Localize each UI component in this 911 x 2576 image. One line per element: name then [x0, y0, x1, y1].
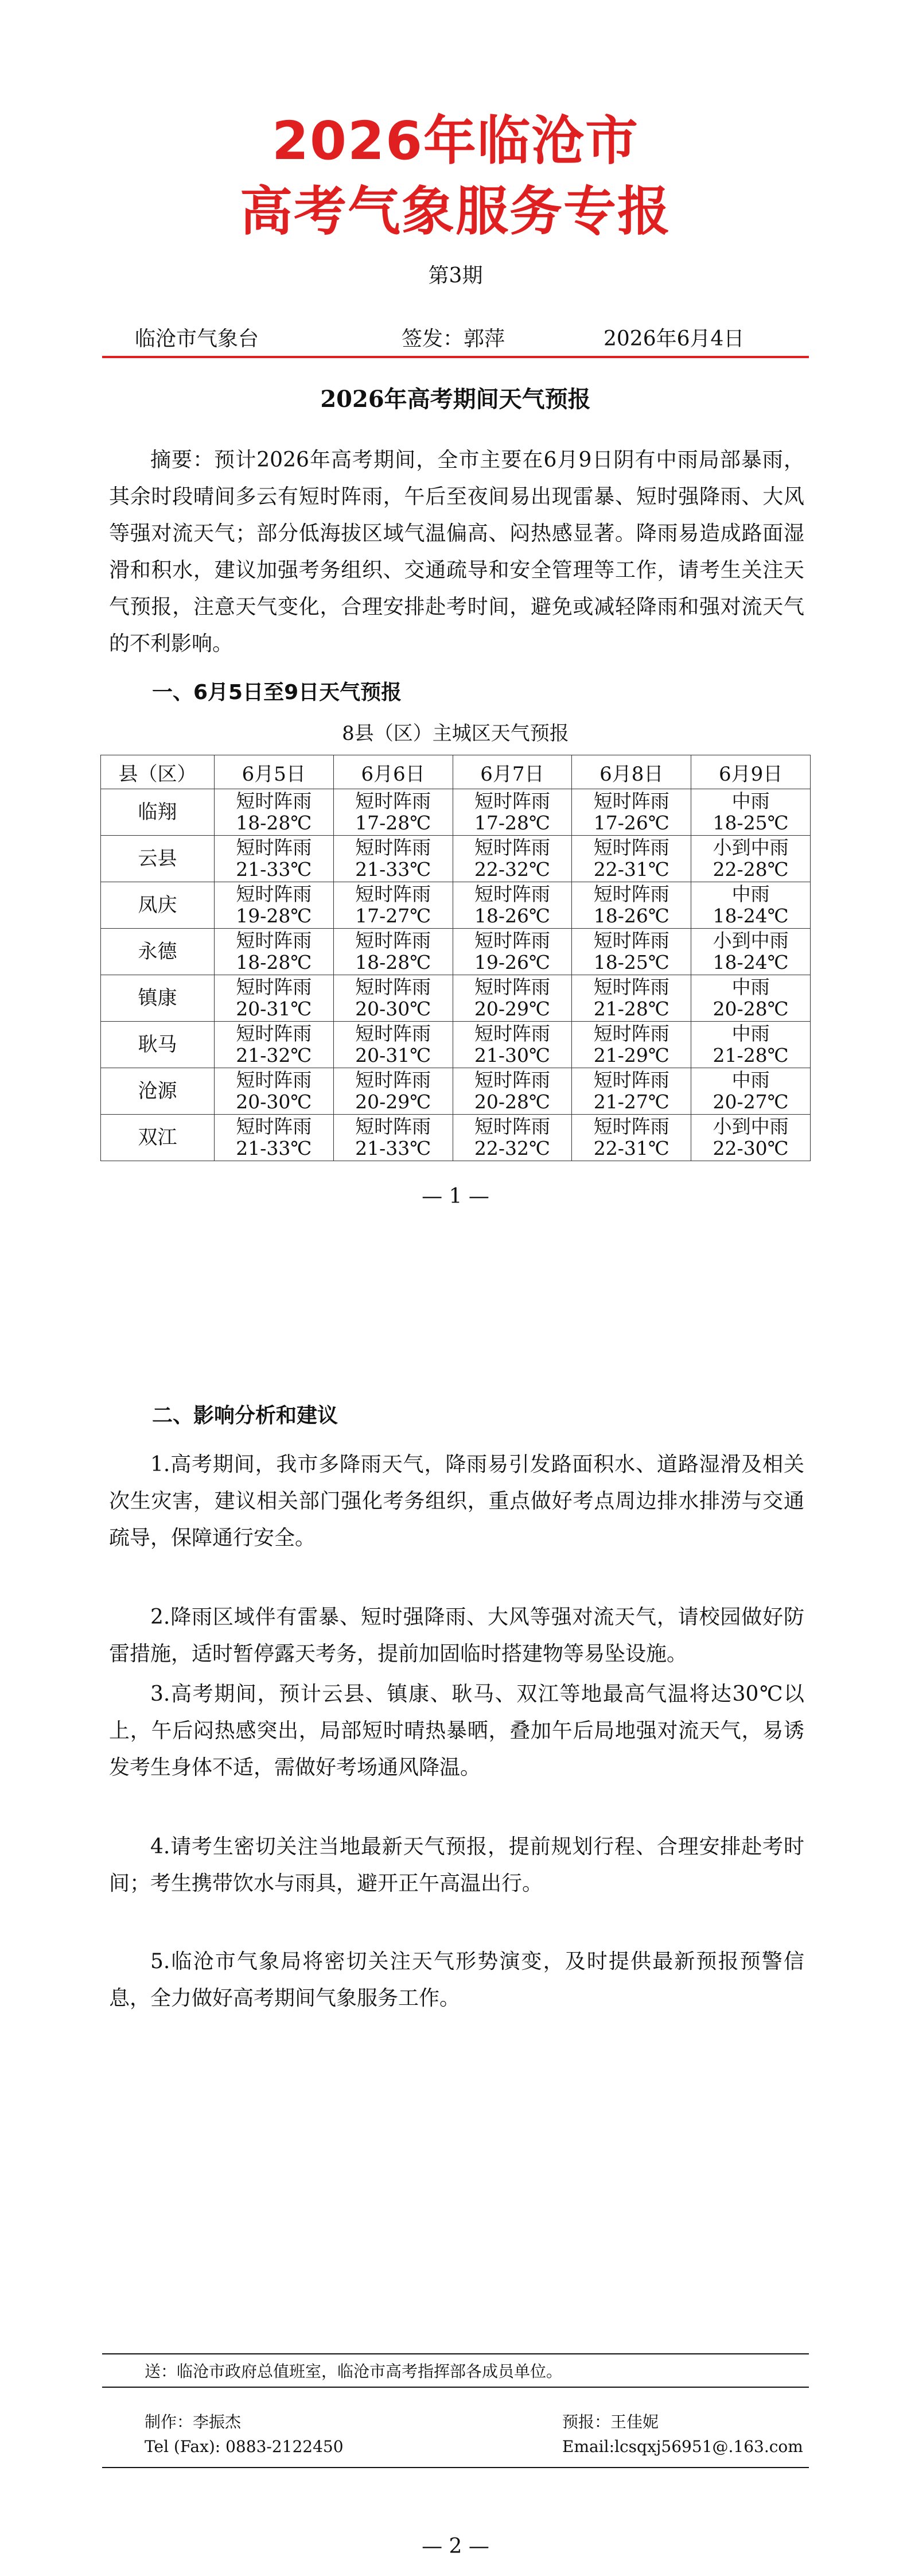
- county-cell: 耿马: [101, 1022, 215, 1068]
- temperature-range: 21-33℃: [236, 1137, 312, 1159]
- county-cell: 临翔: [101, 789, 215, 836]
- temperature-range: 22-32℃: [474, 1137, 550, 1159]
- temperature-range: 18-28℃: [355, 951, 431, 973]
- advice-item: 5.临沧市气象局将密切关注天气形势演变，及时提供最新预报预警信息，全力做好高考期间气象服务工作。: [109, 1950, 804, 2010]
- maker-credit: 制作：李振杰: [145, 2412, 242, 2431]
- issue-number: 第3期: [428, 264, 483, 288]
- weather-condition: 短时阵雨: [593, 790, 669, 812]
- temperature-range: 20-31℃: [236, 998, 312, 1020]
- temperature-range: 18-25℃: [593, 951, 669, 973]
- page-number: — 1 —: [422, 1185, 489, 1208]
- temperature-range: 22-32℃: [474, 858, 550, 880]
- forecast-cell: [214, 1022, 333, 1068]
- advice-item: 2.降雨区域伴有雷暴、短时强降雨、大风等强对流天气，请校园做好防雷措施，适时暂停露天考务，提前加固临时搭建物等易坠设施。: [109, 1605, 804, 1666]
- temperature-range: 19-26℃: [474, 951, 550, 973]
- temperature-range: 20-28℃: [474, 1091, 550, 1113]
- forecast-cell: [572, 789, 691, 836]
- red-separator-line: [102, 356, 809, 358]
- forecast-cell: [572, 929, 691, 975]
- forecast-cell: [214, 882, 333, 929]
- issuing-organization: 临沧市气象台: [135, 327, 259, 351]
- forecast-cell: [572, 836, 691, 882]
- temperature-range: 21-29℃: [593, 1044, 669, 1066]
- weather-condition: 短时阵雨: [474, 976, 550, 998]
- temperature-range: 22-30℃: [713, 1137, 789, 1159]
- weather-condition: 短时阵雨: [355, 790, 431, 812]
- weather-condition: 短时阵雨: [593, 1115, 669, 1138]
- table-row: [101, 789, 811, 836]
- weather-condition: 中雨: [731, 1069, 770, 1091]
- contact-email: Email:lcsqxj56951@.163.com: [562, 2437, 803, 2456]
- forecast-cell: [691, 975, 811, 1022]
- weather-condition: 短时阵雨: [355, 929, 431, 952]
- forecast-cell: [453, 1115, 572, 1161]
- temperature-range: 18-24℃: [713, 905, 789, 927]
- forecast-cell: [691, 1068, 811, 1115]
- forecast-cell: [333, 789, 453, 836]
- forecast-cell: [691, 1115, 811, 1161]
- table-row: [101, 929, 811, 975]
- weather-condition: 短时阵雨: [593, 1022, 669, 1045]
- forecast-cell: [572, 882, 691, 929]
- weather-condition: 短时阵雨: [355, 883, 431, 905]
- weather-forecast-table: [100, 755, 811, 1161]
- weather-condition: 短时阵雨: [474, 1069, 550, 1091]
- weather-condition: 短时阵雨: [355, 1022, 431, 1045]
- table-caption: 8县（区）主城区天气预报: [342, 722, 569, 745]
- temperature-range: 21-32℃: [236, 1044, 312, 1066]
- table-row: [101, 836, 811, 882]
- temperature-range: 20-28℃: [713, 998, 789, 1020]
- temperature-range: 21-33℃: [236, 858, 312, 880]
- footer-divider: [102, 2387, 809, 2388]
- footer-divider: [102, 2467, 809, 2468]
- temperature-range: 18-25℃: [713, 812, 789, 834]
- advice-item: 1.高考期间，我市多降雨天气，降雨易引发路面积水、道路湿滑及相关次生灾害，建议相关部门强化考务组织，重点做好考点周边排水排涝与交通疏导，保障通行安全。: [109, 1453, 804, 1550]
- temperature-range: 20-30℃: [236, 1091, 312, 1113]
- weather-condition: 短时阵雨: [355, 836, 431, 859]
- weather-condition: 小到中雨: [713, 929, 789, 952]
- temperature-range: 17-28℃: [474, 812, 550, 834]
- forecast-cell: [691, 929, 811, 975]
- weather-condition: 短时阵雨: [236, 1069, 312, 1091]
- issue-date: 2026年6月4日: [604, 327, 745, 351]
- county-cell: 永德: [101, 929, 215, 975]
- forecast-cell: [333, 1068, 453, 1115]
- weather-condition: 短时阵雨: [474, 929, 550, 952]
- masthead-title-line2: 高考气象服务专报: [239, 181, 671, 242]
- weather-condition: 短时阵雨: [355, 1115, 431, 1138]
- forecast-cell: [214, 1115, 333, 1161]
- weather-condition: 短时阵雨: [236, 790, 312, 812]
- forecast-cell: [453, 1022, 572, 1068]
- temperature-range: 18-28℃: [236, 951, 312, 973]
- advice-item: 4.请考生密切关注当地最新天气预报，提前规划行程、合理安排赴考时间；考生携带饮水与雨具，避开正午高温出行。: [109, 1835, 804, 1895]
- forecast-cell: [333, 882, 453, 929]
- forecast-cell: [572, 1115, 691, 1161]
- county-cell: 镇康: [101, 975, 215, 1022]
- forecaster-credit: 预报：王佳妮: [562, 2412, 659, 2431]
- temperature-range: 22-31℃: [593, 1137, 669, 1159]
- temperature-range: 21-33℃: [355, 858, 431, 880]
- temperature-range: 20-30℃: [355, 998, 431, 1020]
- section-heading-analysis: 二、影响分析和建议: [152, 1404, 338, 1427]
- forecast-cell: [214, 1068, 333, 1115]
- weather-condition: 小到中雨: [713, 1115, 789, 1138]
- weather-condition: 短时阵雨: [474, 1115, 550, 1138]
- forecast-cell: [453, 882, 572, 929]
- column-header: 6月9日: [691, 755, 811, 789]
- temperature-range: 22-31℃: [593, 858, 669, 880]
- temperature-range: 22-28℃: [713, 858, 789, 880]
- weather-condition: 中雨: [731, 976, 770, 998]
- signatory: 签发：郭萍: [402, 327, 505, 351]
- weather-condition: 短时阵雨: [474, 790, 550, 812]
- table-row: [101, 1068, 811, 1115]
- weather-condition: 短时阵雨: [355, 1069, 431, 1091]
- footer-divider: [102, 2353, 809, 2354]
- summary-paragraph: 摘要：预计2026年高考期间，全市主要在6月9日阴有中雨局部暴雨，其余时段晴间多云有短时阵雨，午后至夜间易出现雷暴、短时强降雨、大风等强对流天气；部分低海拔区域气温偏高、闷热感显著。降雨易造成路面湿滑和积水，建议加强考务组织、交通疏导和安全管理等工作，请考生关注天气预报，注意天气变化，合理安排赴考时间，避免或减轻降雨和强对流天气的不利影响。: [109, 448, 804, 655]
- forecast-cell: [333, 1022, 453, 1068]
- forecast-cell: [453, 1068, 572, 1115]
- advice-item: 3.高考期间，预计云县、镇康、耿马、双江等地最高气温将达30℃以上，午后闷热感突出，局部短时晴热暴晒，叠加午后局地强对流天气，易诱发考生身体不适，需做好考场通风降温。: [109, 1682, 804, 1779]
- section-heading-forecast: 一、6月5日至9日天气预报: [152, 681, 402, 704]
- county-cell: 沧源: [101, 1068, 215, 1115]
- weather-condition: 短时阵雨: [593, 883, 669, 905]
- weather-condition: 短时阵雨: [474, 1022, 550, 1045]
- temperature-range: 18-26℃: [593, 905, 669, 927]
- weather-condition: 中雨: [731, 883, 770, 905]
- forecast-cell: [453, 929, 572, 975]
- weather-condition: 短时阵雨: [355, 976, 431, 998]
- weather-condition: 小到中雨: [713, 836, 789, 859]
- distribution-list: 送：临沧市政府总值班室，临沧市高考指挥部各成员单位。: [145, 2362, 563, 2381]
- temperature-range: 20-27℃: [713, 1091, 789, 1113]
- temperature-range: 21-33℃: [355, 1137, 431, 1159]
- temperature-range: 20-29℃: [355, 1091, 431, 1113]
- forecast-cell: [691, 836, 811, 882]
- column-header: 6月7日: [453, 755, 572, 789]
- weather-condition: 短时阵雨: [474, 883, 550, 905]
- forecast-cell: [214, 836, 333, 882]
- weather-condition: 中雨: [731, 1022, 770, 1045]
- forecast-cell: [572, 1068, 691, 1115]
- forecast-cell: [572, 1022, 691, 1068]
- forecast-cell: [333, 1115, 453, 1161]
- temperature-range: 18-28℃: [236, 812, 312, 834]
- forecast-cell: [572, 975, 691, 1022]
- weather-condition: 短时阵雨: [474, 836, 550, 859]
- county-cell: 云县: [101, 836, 215, 882]
- temperature-range: 18-24℃: [713, 951, 789, 973]
- weather-condition: 中雨: [731, 790, 770, 812]
- table-row: [101, 882, 811, 929]
- forecast-cell: [453, 836, 572, 882]
- forecast-cell: [333, 836, 453, 882]
- temperature-range: 17-27℃: [355, 905, 431, 927]
- forecast-cell: [333, 975, 453, 1022]
- temperature-range: 21-28℃: [593, 998, 669, 1020]
- temperature-range: 18-26℃: [474, 905, 550, 927]
- weather-condition: 短时阵雨: [236, 1115, 312, 1138]
- weather-condition: 短时阵雨: [236, 976, 312, 998]
- table-row: [101, 975, 811, 1022]
- weather-condition: 短时阵雨: [593, 929, 669, 952]
- temperature-range: 20-31℃: [355, 1044, 431, 1066]
- page-number: — 2 —: [422, 2535, 489, 2558]
- forecast-cell: [691, 1022, 811, 1068]
- weather-condition: 短时阵雨: [593, 976, 669, 998]
- table-row: [101, 1115, 811, 1161]
- forecast-cell: [691, 789, 811, 836]
- temperature-range: 21-30℃: [474, 1044, 550, 1066]
- forecast-cell: [453, 789, 572, 836]
- column-header: 6月6日: [333, 755, 453, 789]
- forecast-cell: [691, 882, 811, 929]
- table-header-row: [101, 755, 811, 789]
- temperature-range: 17-26℃: [593, 812, 669, 834]
- document-title: 2026年高考期间天气预报: [320, 386, 591, 413]
- weather-condition: 短时阵雨: [593, 836, 669, 859]
- forecast-cell: [333, 929, 453, 975]
- weather-condition: 短时阵雨: [236, 1022, 312, 1045]
- forecast-cell: [453, 975, 572, 1022]
- temperature-range: 19-28℃: [236, 905, 312, 927]
- county-cell: 双江: [101, 1115, 215, 1161]
- temperature-range: 20-29℃: [474, 998, 550, 1020]
- temperature-range: 17-28℃: [355, 812, 431, 834]
- weather-condition: 短时阵雨: [236, 883, 312, 905]
- forecast-cell: [214, 975, 333, 1022]
- table-row: [101, 1022, 811, 1068]
- masthead-title-line1: 2026年临沧市: [271, 110, 640, 172]
- temperature-range: 21-27℃: [593, 1091, 669, 1113]
- column-header: 县（区）: [101, 755, 215, 789]
- contact-phone: Tel (Fax): 0883-2122450: [145, 2437, 344, 2456]
- forecast-cell: [214, 789, 333, 836]
- column-header: 6月8日: [572, 755, 691, 789]
- column-header: 6月5日: [214, 755, 333, 789]
- county-cell: 凤庆: [101, 882, 215, 929]
- weather-condition: 短时阵雨: [236, 836, 312, 859]
- temperature-range: 21-28℃: [713, 1044, 789, 1066]
- forecast-cell: [214, 929, 333, 975]
- weather-condition: 短时阵雨: [593, 1069, 669, 1091]
- weather-condition: 短时阵雨: [236, 929, 312, 952]
